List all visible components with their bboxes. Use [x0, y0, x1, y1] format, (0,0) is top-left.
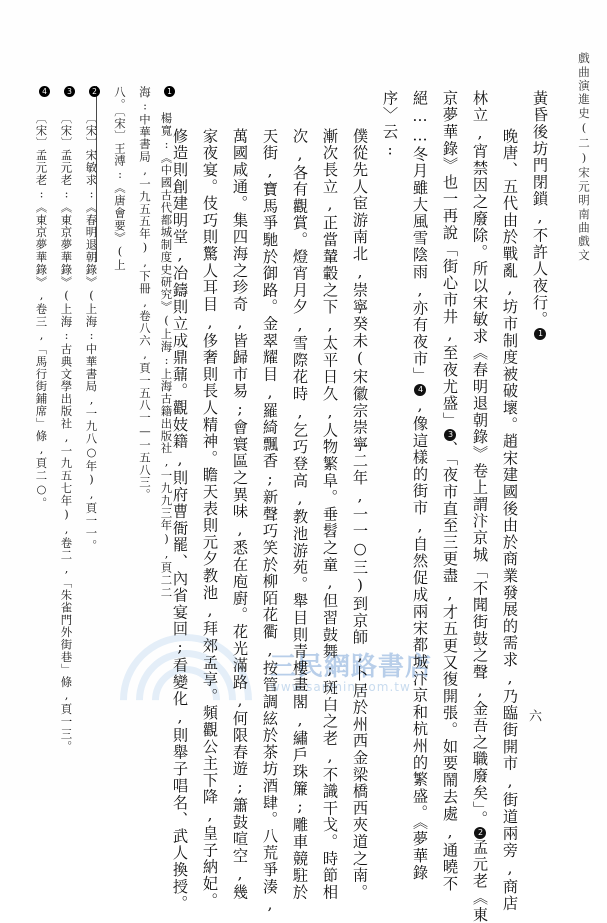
body-column — [232, 128, 247, 901]
footnote-number-marker[interactable]: 1 — [165, 86, 174, 97]
body-column-text-tail: 、「夜市直至三更盡,才五更又復開張。如要鬧去處,通曉不 — [441, 440, 459, 893]
body-column-text: 絕……冬月雖大風雪陰雨,亦有夜市」 — [411, 90, 429, 384]
body-column-text: 萬國咸通。集四海之珍奇,皆歸市易;會寰區之異味,悉在庖廚。花光滿路,何限春遊;簫鼓喧空,幾 — [231, 128, 249, 901]
watermark-url: www.sanmin.com.tw — [270, 680, 411, 694]
body-column — [472, 90, 487, 923]
body-column — [292, 128, 307, 901]
body-column-text: 林立,宵禁因之廢除。所以宋敏求《春明退朝錄》卷上謂汴京城「不聞街鼓之聲,金吾之職廢矣」。 — [471, 90, 489, 828]
watermark-brand: 三民網路書店 — [270, 652, 433, 682]
body-column-text-tail: ,像這樣的街市,自然促成兩宋都城汴京和杭州的繁盛。《夢華錄 — [411, 396, 429, 882]
footnote-column — [60, 86, 75, 753]
body-column-text: 修造則創建明堂,冶鑄則立成鼎鼐。觀妓籍,則府曹衙罷、內省宴回;看變化,則舉子唱名、武人換授。 — [171, 128, 189, 912]
footnote-text: 楊寬:《中國古代都城制度史研究》(上海:上海古籍出版社,一九九三年),頁二二 — [159, 112, 174, 599]
footnote-reference-marker[interactable]: 1 — [536, 328, 545, 340]
body-column-text: 序〉云: — [381, 90, 399, 160]
body-column — [502, 128, 517, 912]
footnote-text: 海:中華書局,一九五五年),下冊,卷八六,頁一五八一—一五八三。 — [138, 86, 152, 501]
body-column-text: 漸次長立,正當輦轂之下,太平日久,人物繁阜。垂髫之童,但習鼓舞;斑白之老,不識干戈。時節相 — [321, 128, 339, 901]
footnote-column — [139, 86, 150, 501]
body-column-text: 黃昏後坊門閉鎖,不許人夜行。 — [531, 90, 549, 328]
running-head: 戲曲演進史(二)宋元明南曲戲文 — [577, 52, 591, 263]
footnote-column — [35, 86, 50, 509]
body-column-text: 僕從先人宦游南北,崇寧癸未(宋徽宗崇寧二年,一一○三)到京師,卜居於州西金梁橋西夾道之南。 — [351, 128, 369, 901]
footnote-number-marker[interactable]: 4 — [40, 86, 49, 97]
body-column-text: 京夢華錄》也一再說「街心市井,至夜尤盛」 — [441, 90, 459, 429]
page-number: 六 — [526, 709, 541, 722]
footnote-column — [85, 86, 100, 552]
body-column — [202, 128, 217, 909]
footnote-reference-marker[interactable]: 4 — [416, 384, 425, 396]
body-column — [442, 90, 457, 892]
footnote-text: 〔宋〕宋敏求:《春明退朝錄》(上海:中華書局,一九八○年),頁一一。 — [84, 112, 99, 552]
footnote-reference-marker[interactable]: 2 — [476, 827, 485, 839]
footnote-reference-marker[interactable]: 3 — [446, 429, 455, 441]
body-column-text: 晚唐、五代由於戰亂,坊市制度被破壞。趙宋建國後由於商業發展的需求,乃臨街開市,街道兩旁,商店 — [501, 128, 519, 912]
footnote-text: 八。〔宋〕王溥:《唐會要》(上 — [113, 86, 127, 272]
footnote-number-marker[interactable]: 3 — [65, 86, 74, 97]
body-column-text: 家夜宴。伎巧則驚人耳目,侈奢則長人精神。瞻天表則元夕教池,拜郊孟享。頻觀公主下降,皇子納妃。 — [201, 128, 219, 910]
body-column — [322, 128, 337, 901]
body-column-text: 次,各有觀賞。燈宵月夕,雪際花時,乞巧登高,教池游苑。舉目則青樓畫閣,繡戶珠簾;雕車競駐於 — [291, 128, 309, 901]
body-column — [412, 90, 427, 881]
body-column — [532, 90, 547, 340]
footnote-column — [160, 86, 175, 599]
body-column-text: 天街,寶馬爭馳於御路。金翠耀目,羅綺飄香;新聲巧笑於柳陌花衢,按管調絃於茶坊酒肆。八荒爭湊, — [261, 128, 279, 915]
body-column — [352, 128, 367, 901]
footnote-text: 〔宋〕孟元老:《東京夢華錄》(上海:古典文學出版社,一九五七年),卷二,「朱雀門外街巷」條,頁一三。 — [59, 112, 74, 753]
body-column — [382, 90, 397, 160]
footnote-column — [114, 86, 125, 272]
body-column — [262, 128, 277, 915]
body-column-text-tail: 孟元老《東 — [471, 839, 489, 923]
footnote-number-marker[interactable]: 2 — [90, 86, 99, 97]
footnote-text: 〔宋〕孟元老:《東京夢華錄》,卷三,「馬行街鋪席」條,頁二○。 — [34, 112, 49, 510]
